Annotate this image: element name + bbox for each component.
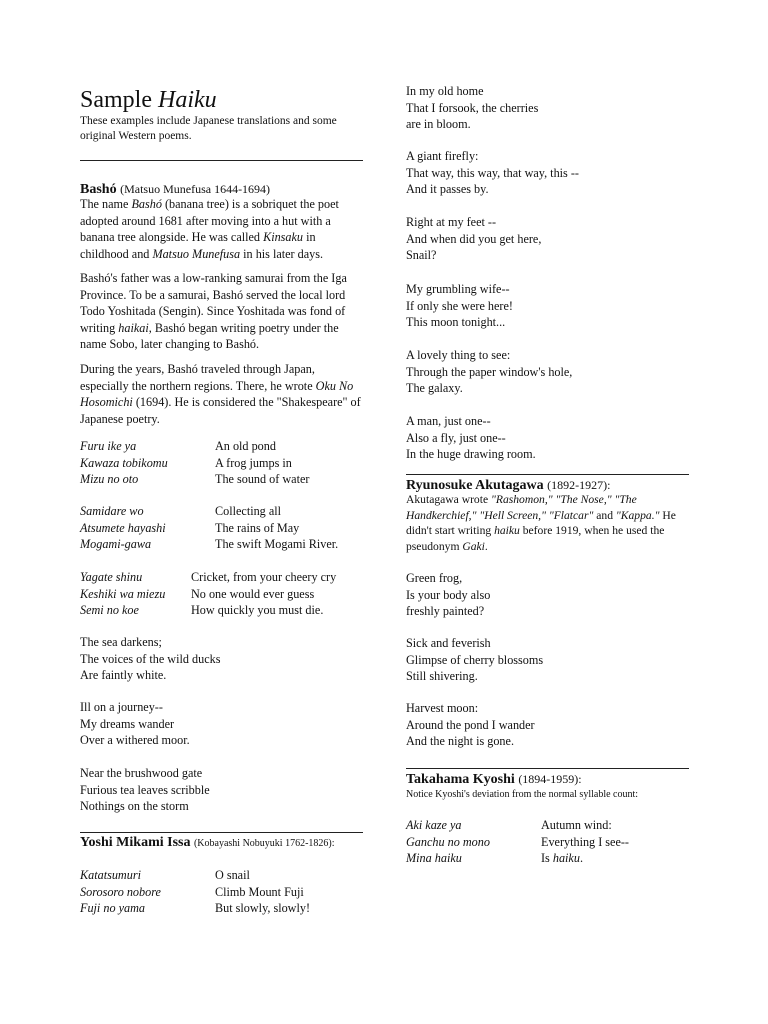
- divider: [80, 832, 363, 833]
- kyoshi-note: Notice Kyoshi's deviation from the normal syllable count:: [406, 789, 639, 800]
- divider: [80, 160, 363, 161]
- akutagawa-bio: Akutagawa wrote "Rashomon," "The Nose," "The Handkerchief," "Hell Screen," "Flatcar" and "Kappa." He didn't start writing haiku before 1919, when he used the pseudonym Gaki.: [406, 493, 676, 553]
- divider: [406, 768, 689, 769]
- basho-stanza-2: Ill on a journey-- My dreams wander Over a withered moor.: [80, 700, 190, 748]
- right-stanza-6: A man, just one-- Also a fly, just one-- In the huge drawing room.: [406, 414, 536, 462]
- basho-para-3: During the years, Bashó traveled through Japan, especially the northern regions. There, he wrote Oku No Hosomichi (1694). He is considered the "Shakespeare" of Japanese poetry.: [80, 362, 361, 426]
- basho-poem-3: Yagate shinu Cricket, from your cheery cry Keshiki wa miezu No one would ever guess Semi no koe How quickly you must die.: [80, 570, 337, 618]
- akutagawa-stanza-1: Green frog, Is your body also freshly painted?: [406, 571, 491, 619]
- basho-heading: Bashó (Matsuo Munefusa 1644-1694): [80, 182, 271, 197]
- divider: [406, 474, 689, 475]
- basho-para-2: Bashó's father was a low-ranking samurai from the Iga Province. To be a samurai, Bashó served the local lord Todo Yoshitada (Sengin). Since Yoshitada was fond of writing haikai, Bashó began writing poetry under the name Sobo, later changing to Bashó.: [80, 271, 347, 352]
- right-stanza-5: A lovely thing to see: Through the paper window's hole, The galaxy.: [406, 348, 573, 396]
- right-stanza-2: A giant firefly: That way, this way, that way, this -- And it passes by.: [406, 149, 579, 197]
- basho-poem-1: Furu ike ya An old pond Kawaza tobikomu A frog jumps in Mizu no oto The sound of water: [80, 439, 310, 487]
- basho-stanza-3: Near the brushwood gate Furious tea leaves scribble Nothings on the storm: [80, 766, 210, 814]
- akutagawa-stanza-3: Harvest moon: Around the pond I wander And the night is gone.: [406, 701, 535, 749]
- intro-text: These examples include Japanese translations and some original Western poems.: [80, 115, 337, 142]
- issa-heading: Yoshi Mikami Issa (Kobayashi Nobuyuki 1762-1826):: [80, 835, 335, 850]
- page-title: Sample Haiku: [80, 87, 217, 113]
- issa-poem: Katatsumuri O snail Sorosoro nobore Climb Mount Fuji Fuji no yama But slowly, slowly!: [80, 868, 311, 916]
- right-stanza-3: Right at my feet -- And when did you get here, Snail?: [406, 215, 542, 263]
- basho-stanza-1: The sea darkens; The voices of the wild ducks Are faintly white.: [80, 635, 221, 683]
- right-stanza-1: In my old home That I forsook, the cherries are in bloom.: [406, 84, 539, 132]
- kyoshi-heading: Takahama Kyoshi (1894-1959):: [406, 772, 582, 787]
- kyoshi-poem: Aki kaze ya Autumn wind: Ganchu no mono Everything I see-- Mina haiku Is haiku.: [406, 818, 629, 866]
- akutagawa-heading: Ryunosuke Akutagawa (1892-1927):: [406, 478, 611, 493]
- basho-para-1: The name Bashó (banana tree) is a sobriquet the poet adopted around 1681 after moving into a hut with a banana tree alongside. He was called Kinsaku in childhood and Matsuo Munefusa in his later days.: [80, 197, 339, 261]
- akutagawa-stanza-2: Sick and feverish Glimpse of cherry blossoms Still shivering.: [406, 636, 544, 684]
- right-stanza-4: My grumbling wife-- If only she were here! This moon tonight...: [406, 282, 513, 330]
- basho-poem-2: Samidare wo Collecting all Atsumete hayashi The rains of May Mogami-gawa The swift Mogami River.: [80, 504, 339, 552]
